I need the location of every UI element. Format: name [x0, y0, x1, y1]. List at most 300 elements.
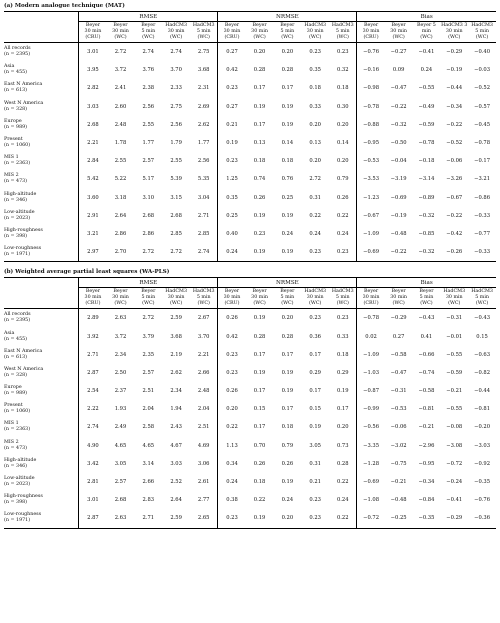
value-cell: 0.02: [357, 327, 385, 345]
row-sample-size: (n = 473): [4, 179, 28, 185]
value-cell: −0.78: [474, 140, 491, 147]
row-sample-size: (n = 2395): [4, 52, 31, 58]
row-label-cell: [4, 152, 79, 170]
row-sample-size: (n = 346): [4, 463, 28, 469]
table-row: [4, 309, 496, 328]
group-header: RMSE: [79, 12, 218, 22]
value-cell: 2.68: [114, 497, 127, 504]
value-cell: 0.23: [218, 346, 246, 364]
row-label-cell: [4, 327, 79, 345]
value-cell: 0.41: [420, 333, 433, 340]
value-cell: 0.32: [336, 67, 349, 74]
value-cell: −1.08: [357, 491, 385, 509]
column-header-line: Beyer: [363, 23, 379, 28]
row-label: Europe: [4, 118, 22, 124]
column-header: [468, 288, 496, 309]
value-cell: 0.20: [281, 315, 294, 322]
row-label-cell: [4, 473, 79, 491]
value-cell: 3.03: [170, 460, 182, 467]
value-cell: 2.54: [79, 382, 107, 400]
value-cell: 2.72: [162, 243, 190, 262]
column-header: [329, 22, 357, 43]
column-header-line: (WC): [392, 301, 405, 307]
value-cell: 0.23: [218, 152, 246, 170]
value-cell: 2.86: [114, 230, 127, 237]
column-header: [329, 288, 357, 309]
row-sample-size: (n = 2023): [4, 482, 31, 488]
value-cell: −0.36: [468, 509, 496, 528]
value-cell: 0.35: [218, 189, 246, 207]
column-header: [190, 22, 218, 43]
value-cell: 5.22: [114, 176, 127, 183]
column-header-line: 30 min: [445, 295, 463, 301]
value-cell: 1.13: [218, 437, 246, 455]
value-cell: 2.85: [197, 230, 210, 237]
value-cell: 3.92: [79, 327, 107, 345]
value-cell: 2.51: [142, 388, 155, 395]
value-cell: 0.23: [329, 243, 357, 262]
value-cell: 0.26: [253, 194, 266, 201]
row-label: Low-roughness: [4, 246, 42, 252]
value-cell: −0.19: [446, 67, 463, 74]
value-cell: 2.64: [114, 212, 127, 219]
column-header-line: 5 min: [475, 29, 489, 34]
value-cell: −0.35: [474, 479, 491, 486]
value-cell: −0.29: [446, 49, 463, 56]
value-cell: −0.33: [468, 243, 496, 262]
column-header-line: HadCM3: [192, 23, 215, 28]
value-cell: 2.70: [107, 243, 135, 262]
value-cell: 0.19: [253, 212, 266, 219]
row-sample-size: (n = 346): [4, 197, 28, 203]
column-header: [440, 288, 468, 309]
row-label-cell: [4, 364, 79, 382]
column-header-line: (CRU): [224, 301, 240, 307]
column-header-row: [4, 22, 496, 43]
row-sample-size: (n = 2363): [4, 427, 31, 433]
value-cell: 0.74: [253, 176, 266, 183]
value-cell: 2.74: [79, 418, 107, 436]
value-cell: 0.79: [281, 442, 294, 449]
column-header-line: (WC): [114, 35, 127, 40]
value-cell: −0.78: [357, 309, 385, 328]
value-cell: 0.17: [253, 388, 266, 395]
table-row: [4, 225, 496, 243]
column-header: [385, 288, 413, 309]
value-cell: −0.40: [474, 49, 491, 56]
value-cell: −0.22: [446, 121, 463, 128]
value-cell: 3.15: [170, 194, 182, 201]
value-cell: −0.99: [357, 400, 385, 418]
value-cell: −0.49: [418, 103, 435, 110]
value-cell: 0.18: [309, 85, 321, 92]
row-label: Present: [4, 403, 23, 409]
value-cell: −1.09: [357, 225, 385, 243]
row-label-cell: [4, 170, 79, 188]
value-cell: 0.23: [301, 243, 329, 262]
column-header-line: Beyer: [280, 23, 295, 28]
column-header-line: Beyer: [419, 289, 434, 295]
row-sample-size: (n = 1060): [4, 143, 31, 149]
value-cell: 2.74: [170, 49, 182, 56]
table-row: [4, 43, 496, 62]
column-header-row: [4, 288, 496, 309]
value-cell: −0.87: [357, 382, 385, 400]
value-cell: 0.19: [253, 103, 266, 110]
row-label: Low-altitude: [4, 209, 35, 215]
row-label: Low-altitude: [4, 476, 35, 482]
value-cell: −0.08: [446, 424, 463, 431]
value-cell: −0.50: [390, 140, 407, 147]
value-cell: −0.69: [390, 194, 407, 201]
column-header-line: (WC): [142, 35, 155, 40]
column-header-line: HadCM3: [165, 23, 187, 28]
value-cell: 0.24: [218, 473, 246, 491]
row-sample-size: (n = 398): [4, 500, 28, 506]
value-cell: 0.19: [281, 388, 294, 395]
table-row: [4, 418, 496, 436]
value-cell: 0.15: [309, 406, 321, 413]
column-header: [134, 22, 162, 43]
value-cell: −0.20: [474, 424, 491, 431]
table-b-section: [4, 269, 496, 528]
value-cell: 0.19: [281, 103, 294, 110]
value-cell: −0.86: [474, 194, 491, 201]
value-cell: −0.21: [446, 388, 463, 395]
column-header: [218, 288, 246, 309]
value-cell: 4.67: [170, 442, 182, 449]
value-cell: 0.23: [336, 49, 349, 56]
value-cell: −0.47: [390, 369, 407, 376]
value-cell: −0.66: [418, 351, 435, 358]
value-cell: 1.77: [142, 140, 155, 147]
value-cell: −0.21: [390, 479, 407, 486]
value-cell: 2.57: [142, 158, 155, 165]
value-cell: 0.20: [336, 158, 349, 165]
row-label-cell: [4, 509, 79, 528]
column-header: [162, 288, 190, 309]
value-cell: 0.26: [253, 460, 266, 467]
column-header: [190, 288, 218, 309]
value-cell: 0.20: [336, 121, 349, 128]
value-cell: 3.72: [114, 67, 127, 74]
value-cell: −0.35: [413, 509, 441, 528]
value-cell: 3.14: [142, 460, 155, 467]
column-header: [107, 22, 135, 43]
value-cell: 2.81: [79, 473, 107, 491]
value-cell: 0.40: [218, 225, 246, 243]
value-cell: −0.44: [474, 388, 491, 395]
value-cell: 2.52: [170, 479, 182, 486]
row-label: High-altitude: [4, 191, 37, 197]
value-cell: −0.25: [385, 509, 413, 528]
value-cell: −0.57: [474, 103, 491, 110]
table-row: [4, 346, 496, 364]
value-cell: 3.79: [142, 333, 155, 340]
value-cell: −0.17: [474, 158, 491, 165]
column-header-line: 30 min: [112, 29, 129, 34]
value-cell: 0.24: [281, 230, 294, 237]
value-cell: 2.59: [162, 509, 190, 528]
column-header: [413, 22, 441, 43]
value-cell: 0.19: [253, 369, 266, 376]
row-sample-size: (n = 613): [4, 354, 28, 360]
value-cell: 2.33: [170, 85, 182, 92]
value-cell: 0.28: [336, 460, 349, 467]
value-cell: −0.22: [446, 212, 463, 219]
value-cell: 2.63: [107, 509, 135, 528]
column-header: [246, 22, 274, 43]
value-cell: 0.19: [218, 134, 246, 152]
value-cell: 0.33: [309, 103, 321, 110]
corner-cell: [4, 12, 79, 22]
value-cell: −0.32: [418, 212, 435, 219]
row-sample-size: (n = 1971): [4, 252, 31, 258]
column-header-line: 30 min: [390, 295, 408, 301]
value-cell: −3.03: [474, 442, 491, 449]
value-cell: 0.25: [281, 194, 294, 201]
value-cell: 2.34: [114, 351, 127, 358]
value-cell: −0.52: [474, 85, 491, 92]
row-label: West N America: [4, 100, 44, 106]
table-row: [4, 170, 496, 188]
value-cell: 2.86: [142, 230, 155, 237]
value-cell: 0.27: [392, 333, 405, 340]
value-cell: 0.26: [218, 309, 246, 328]
value-cell: 0.14: [336, 140, 349, 147]
value-cell: −0.32: [413, 243, 441, 262]
column-header: [162, 22, 190, 43]
value-cell: 0.26: [218, 382, 246, 400]
column-header-line: Beyer: [113, 23, 128, 28]
row-label: MIS 2: [4, 173, 19, 179]
row-label: High-altitude: [4, 457, 37, 463]
value-cell: 2.87: [79, 364, 107, 382]
table-row: [4, 207, 496, 225]
value-cell: 0.19: [281, 212, 294, 219]
column-header-line: HadCM3 3: [441, 23, 468, 28]
value-cell: −1.03: [357, 364, 385, 382]
value-cell: 3.05: [309, 442, 321, 449]
value-cell: 2.89: [79, 309, 107, 328]
row-label-cell: [4, 79, 79, 97]
table-a-caption: (a) Modern analogue technique (MAT): [4, 3, 125, 9]
value-cell: −0.82: [474, 369, 491, 376]
value-cell: 3.72: [114, 333, 127, 340]
value-cell: 2.68: [79, 116, 107, 134]
value-cell: 2.04: [197, 406, 210, 413]
value-cell: −0.84: [418, 497, 435, 504]
value-cell: 2.55: [114, 158, 127, 165]
value-cell: −0.29: [440, 509, 468, 528]
corner-cell: [4, 288, 79, 309]
value-cell: −0.72: [446, 460, 463, 467]
value-cell: 0.18: [336, 85, 349, 92]
value-cell: 2.21: [197, 351, 210, 358]
value-cell: 0.22: [218, 418, 246, 436]
value-cell: 0.23: [309, 315, 321, 322]
row-sample-size: (n = 455): [4, 336, 28, 342]
value-cell: 0.70: [253, 442, 266, 449]
value-cell: −0.58: [390, 351, 407, 358]
corner-cell: [4, 22, 79, 43]
value-cell: 0.34: [218, 455, 246, 473]
value-cell: −0.67: [446, 194, 463, 201]
row-label: MIS 1: [4, 155, 19, 161]
row-label: Low-roughness: [4, 512, 42, 518]
value-cell: 0.23: [218, 79, 246, 97]
value-cell: −0.41: [418, 49, 435, 56]
value-cell: 2.43: [170, 424, 182, 431]
value-cell: −0.26: [440, 243, 468, 262]
value-cell: 0.18: [336, 351, 349, 358]
value-cell: 0.20: [253, 49, 266, 56]
value-cell: 3.76: [142, 67, 155, 74]
value-cell: 0.42: [218, 61, 246, 79]
column-header-line: 5 min: [280, 29, 295, 34]
row-label: MIS 1: [4, 421, 19, 427]
value-cell: 0.24: [420, 67, 433, 74]
value-cell: −0.01: [446, 333, 463, 340]
value-cell: 2.65: [190, 509, 218, 528]
value-cell: 0.29: [309, 369, 321, 376]
value-cell: 0.13: [253, 140, 266, 147]
value-cell: 5.42: [79, 170, 107, 188]
value-cell: 2.74: [190, 243, 218, 262]
row-label-cell: [4, 382, 79, 400]
value-cell: 1.79: [170, 140, 182, 147]
column-header-line: (WC): [142, 301, 155, 307]
value-cell: 3.42: [79, 455, 107, 473]
value-cell: 2.82: [79, 79, 107, 97]
column-header-line: (WC): [114, 301, 127, 307]
group-header-row: [4, 278, 496, 288]
value-cell: 0.17: [281, 406, 294, 413]
value-cell: 0.30: [336, 103, 349, 110]
value-cell: −0.98: [357, 79, 385, 97]
value-cell: 0.24: [218, 243, 246, 262]
column-header-line: 5 min: [475, 295, 489, 301]
value-cell: 0.31: [309, 460, 321, 467]
column-header-line: 30 min: [362, 29, 380, 34]
value-cell: 2.48: [114, 121, 127, 128]
table-row: [4, 189, 496, 207]
value-cell: 2.68: [170, 212, 182, 219]
corner-cell: [4, 278, 79, 288]
value-cell: −0.85: [418, 230, 435, 237]
row-sample-size: (n = 989): [4, 391, 28, 397]
value-cell: −0.43: [418, 315, 435, 322]
table-row: [4, 437, 496, 455]
column-header: [273, 22, 301, 43]
value-cell: −0.34: [418, 479, 435, 486]
value-cell: 0.22: [336, 479, 349, 486]
value-cell: 0.17: [281, 351, 294, 358]
value-cell: 1.78: [114, 140, 127, 147]
value-cell: 2.56: [170, 121, 182, 128]
table-row: [4, 473, 496, 491]
value-cell: 1.77: [197, 140, 210, 147]
value-cell: −0.16: [357, 61, 385, 79]
column-header: [246, 288, 274, 309]
value-cell: 2.64: [170, 497, 182, 504]
row-label-cell: [4, 61, 79, 79]
table-row: [4, 79, 496, 97]
value-cell: 2.38: [142, 85, 155, 92]
column-header-line: (CRU): [85, 35, 101, 40]
value-cell: 3.18: [114, 194, 127, 201]
value-cell: 0.17: [253, 121, 266, 128]
column-header-line: 30 min: [306, 295, 324, 301]
value-cell: 4.90: [79, 437, 107, 455]
value-cell: 2.75: [197, 49, 210, 56]
value-cell: 0.19: [309, 424, 321, 431]
value-cell: 2.51: [197, 424, 210, 431]
value-cell: 2.87: [79, 509, 107, 528]
value-cell: −0.43: [474, 315, 491, 322]
row-label: Asia: [4, 330, 15, 336]
value-cell: −0.47: [390, 85, 407, 92]
column-header-line: 30 min: [167, 29, 185, 34]
column-header-line: (WC): [281, 301, 294, 307]
value-cell: 0.42: [218, 327, 246, 345]
value-cell: −0.53: [390, 406, 407, 413]
value-cell: 2.35: [142, 351, 155, 358]
value-cell: −0.81: [418, 406, 435, 413]
row-sample-size: (n = 1971): [4, 518, 31, 524]
column-header-line: min: [421, 29, 432, 34]
column-header-line: 30 min: [84, 295, 102, 301]
value-cell: 2.63: [114, 315, 127, 322]
value-cell: −3.21: [474, 176, 491, 183]
value-cell: 2.97: [79, 243, 107, 262]
value-cell: −0.53: [357, 152, 385, 170]
value-cell: −0.76: [357, 43, 385, 62]
row-sample-size: (n = 473): [4, 445, 28, 451]
row-sample-size: (n = 328): [4, 372, 28, 378]
table-row: [4, 364, 496, 382]
column-header-line: HadCM3: [304, 289, 327, 295]
column-header-line: HadCM3: [471, 23, 493, 28]
column-header-line: Beyer: [252, 289, 267, 295]
value-cell: −0.45: [474, 121, 491, 128]
value-cell: 2.04: [142, 406, 155, 413]
row-label-cell: [4, 243, 79, 262]
row-label-cell: [4, 455, 79, 473]
value-cell: 4.69: [197, 442, 210, 449]
column-header-line: 30 min: [445, 29, 463, 34]
value-cell: 2.62: [197, 121, 210, 128]
table-b: [4, 277, 496, 528]
value-cell: 2.71: [134, 509, 162, 528]
value-cell: 2.67: [197, 315, 210, 322]
column-header-line: (CRU): [363, 35, 379, 40]
row-sample-size: (n = 328): [4, 106, 28, 112]
value-cell: 0.19: [253, 315, 266, 322]
value-cell: 2.34: [170, 388, 182, 395]
value-cell: −0.52: [446, 140, 463, 147]
column-header-line: (WC): [253, 301, 266, 307]
column-header-line: (WC): [336, 301, 349, 307]
value-cell: −0.55: [446, 406, 463, 413]
value-cell: 0.27: [218, 98, 246, 116]
value-cell: 2.31: [197, 85, 210, 92]
group-header-row: [4, 12, 496, 22]
value-cell: 2.71: [79, 346, 107, 364]
column-header-line: HadCM3: [304, 23, 327, 28]
value-cell: −3.26: [446, 176, 463, 183]
value-cell: −0.42: [446, 230, 463, 237]
